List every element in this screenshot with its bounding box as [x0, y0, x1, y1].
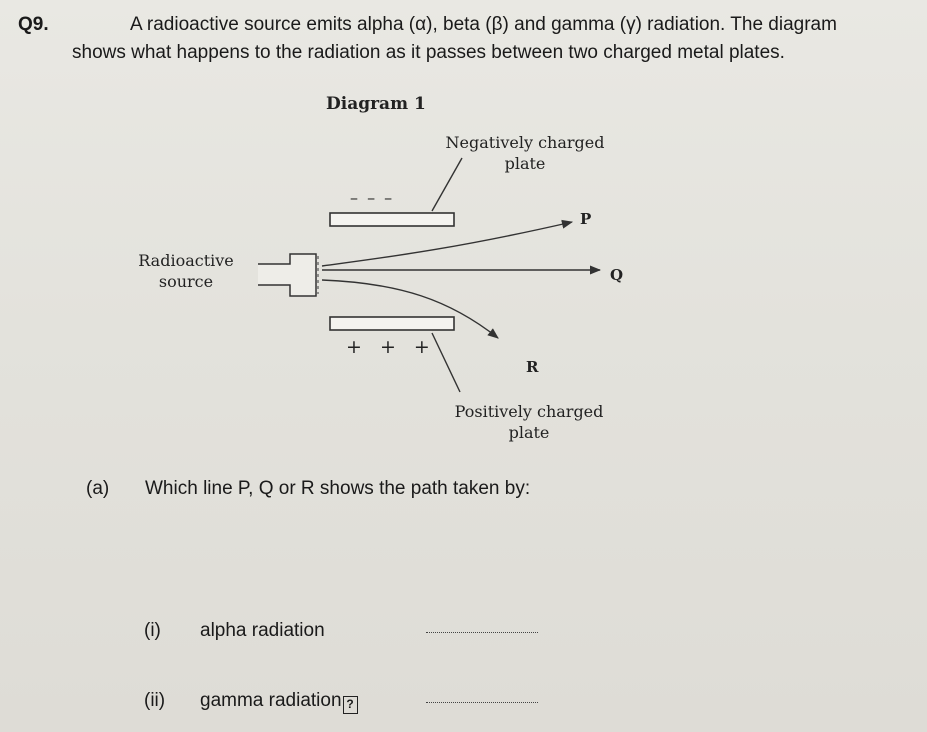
diagram-title: Diagram 1: [326, 94, 426, 114]
radioactive-source: [258, 254, 316, 296]
negative-plate-label-line-1: Negatively charged: [445, 133, 605, 152]
positive-plate-label-line-2: plate: [508, 423, 550, 442]
negative-plate-leader: [432, 158, 462, 211]
answer-line-alpha[interactable]: [426, 632, 538, 633]
item-ii-number: (ii): [144, 690, 166, 711]
negative-plate-label-line-2: plate: [504, 154, 546, 173]
positive-signs: + + +: [346, 336, 436, 358]
path-r-label: R: [526, 358, 539, 376]
part-a-question: Which line P, Q or R shows the path taken by:: [145, 478, 531, 499]
item-ii-text-content: gamma radiation: [200, 690, 342, 711]
item-i-text: alpha radiation: [200, 620, 325, 641]
question-text-line-1: A radioactive source emits alpha (α), beta (β) and gamma (γ) radiation. The diagram: [130, 14, 837, 35]
unknown-glyph: ?: [346, 697, 354, 711]
negative-plate: [330, 213, 454, 226]
item-ii-text: [200, 690, 358, 714]
path-q-label: Q: [610, 266, 624, 284]
positive-plate-label-line-1: Positively charged: [454, 402, 604, 421]
answer-line-gamma[interactable]: [426, 702, 538, 703]
positive-plate: [330, 317, 454, 330]
question-text-line-2: shows what happens to the radiation as it passes between two charged metal plates.: [72, 42, 785, 63]
positive-plate-leader: [432, 333, 460, 392]
path-p-label: P: [580, 210, 592, 228]
question-number: Q9.: [18, 14, 49, 35]
negative-signs: – – –: [350, 188, 395, 207]
part-a-label: (a): [86, 478, 110, 499]
path-p-line: [322, 222, 572, 266]
item-i-number: (i): [144, 620, 161, 641]
unknown-glyph-box: [343, 696, 358, 714]
source-label-line-2: source: [158, 272, 214, 291]
source-label-line-1: Radioactive: [138, 251, 234, 270]
